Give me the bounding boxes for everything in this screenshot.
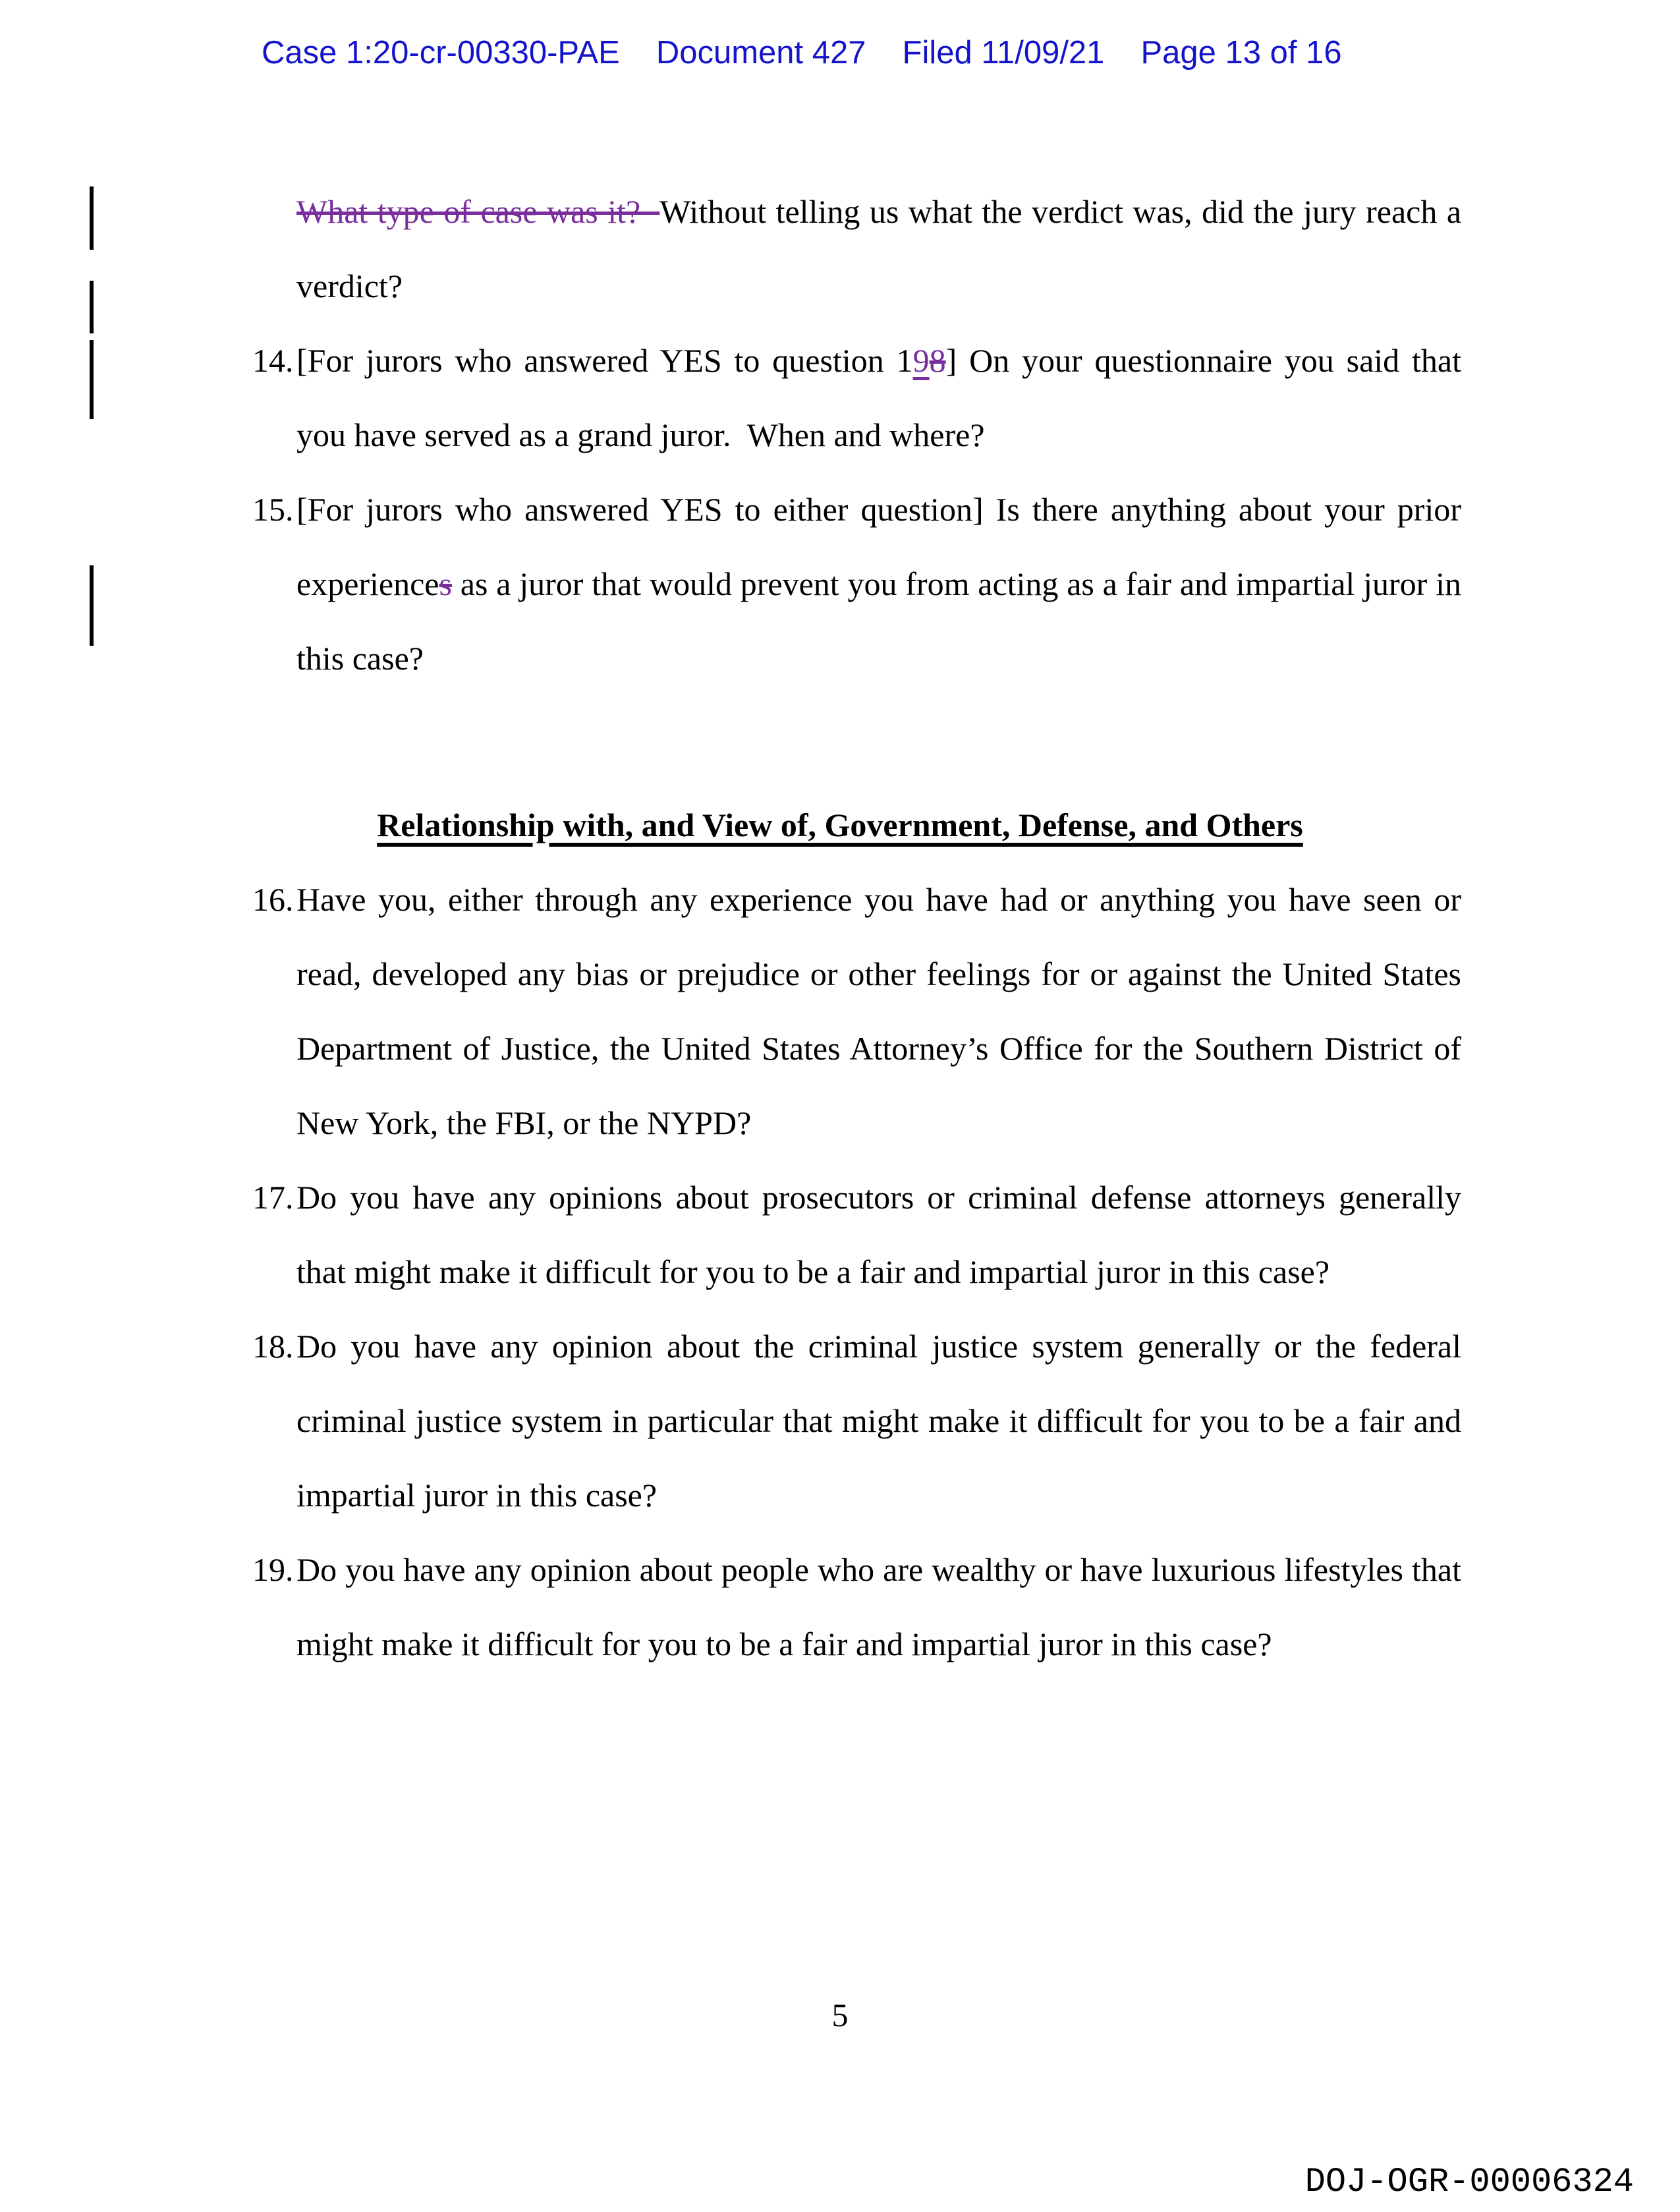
change-bar [90, 186, 94, 250]
change-bar [90, 281, 94, 333]
text-run: [For jurors who answered YES to question 1 [296, 342, 913, 379]
text-run: Without telling us what the verdict was, did the jury reach a verdict? [296, 193, 1470, 304]
item-number: 14. [252, 342, 294, 379]
question-paragraph [252, 1533, 1470, 1682]
text-run: Do you have any opinion about the criminal justice system generally or the federal criminal justice system in particular that might make it difficult for you to be a fair and impartial juror in this case? [296, 1328, 1470, 1514]
item-number: 17. [252, 1179, 294, 1216]
court-stamp-header [262, 33, 1342, 72]
header-filed-date: Filed 11/09/21 [902, 35, 1105, 71]
deleted-text: 8 [929, 342, 946, 379]
question-paragraph [252, 472, 1470, 696]
text-run: Have you, either through any experience you have had or anything you have seen or read, developed any bias or prejudice or other feelings for or against the United States Department of Justice, the United States Attorney’s Office for the Southern District of New York, the FBI, or the NYPD? [296, 881, 1470, 1141]
deleted-text: s [439, 565, 452, 602]
change-bar [90, 565, 94, 646]
item-number: 16. [252, 881, 294, 918]
inserted-text: 9 [912, 342, 930, 379]
header-document-number: Document 427 [656, 35, 866, 71]
question-paragraph [296, 175, 1470, 324]
section-heading [198, 788, 1482, 863]
item-number: 19. [252, 1551, 294, 1588]
document-text [252, 175, 1470, 1682]
text-run: as a juror that would prevent you from acting as a fair and impartial juror in this case? [296, 565, 1470, 677]
item-number: 15. [252, 491, 294, 528]
item-number: 18. [252, 1328, 294, 1365]
bates-stamp: DOJ-OGR-00006324 [1304, 2163, 1634, 2201]
question-paragraph [252, 1309, 1470, 1533]
change-bar [90, 340, 94, 419]
question-paragraph [252, 863, 1470, 1160]
text-run: Do you have any opinion about people who are wealthy or have luxurious lifestyles that might make it difficult for you to be a fair and impartial juror in this case? [296, 1551, 1470, 1662]
header-case-number: Case 1:20-cr-00330-PAE [262, 35, 620, 71]
text-run: [For jurors who answered YES to either question] Is there anything about your prior experience [296, 491, 1470, 602]
text-run: Do you have any opinions about prosecutors or criminal defense attorneys generally that might make it difficult for you to be a fair and impartial juror in this case? [296, 1179, 1470, 1290]
question-paragraph [252, 1160, 1470, 1309]
page-number: 5 [831, 1997, 849, 2033]
question-paragraph [252, 324, 1470, 472]
header-page-info: Page 13 of 16 [1140, 35, 1342, 71]
text-run: Relationship with, and View of, Government, Defense, and Others [377, 807, 1303, 843]
deleted-text: What type of case was it? [296, 193, 660, 230]
text-run: ] On your questionnaire you said that you have served as a grand juror. When and where? [296, 342, 1470, 453]
